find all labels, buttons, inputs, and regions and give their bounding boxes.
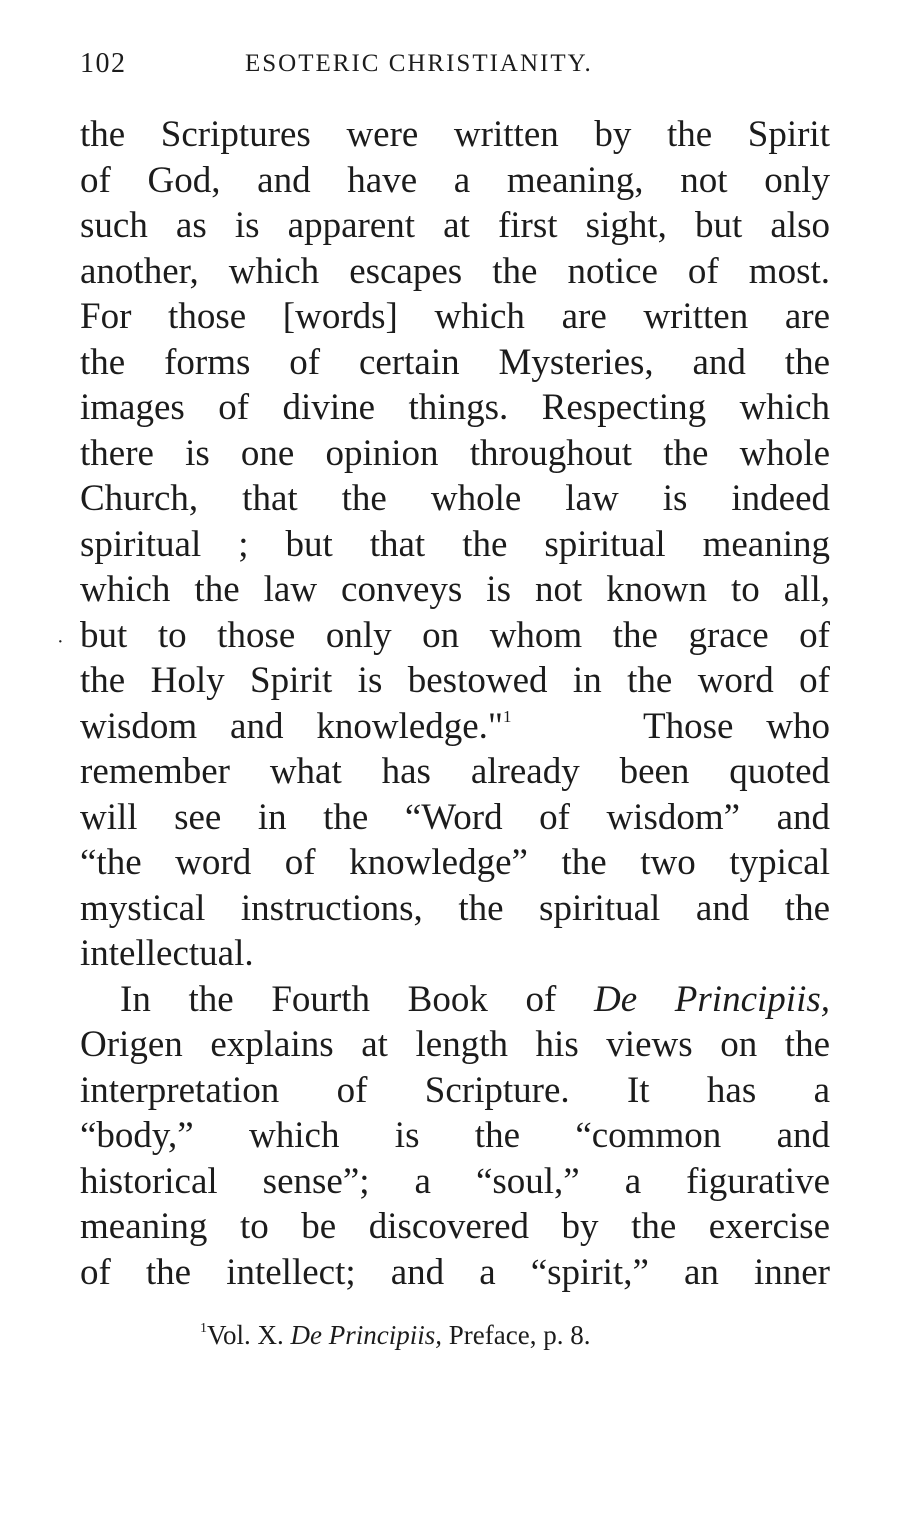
running-head bbox=[80, 48, 680, 88]
text-fragment: Those who bbox=[642, 705, 830, 747]
italic-title: De Principiis, bbox=[594, 978, 830, 1020]
text-line: the forms of certain Mysteries, and the bbox=[80, 341, 830, 383]
text-line: Origen explains at length his views on the bbox=[80, 1024, 830, 1065]
footnote-suffix: Preface, p. 8. bbox=[442, 1320, 591, 1350]
text-line: which the law conveys is not known to all, bbox=[80, 569, 830, 610]
footnote-prefix: Vol. X. bbox=[207, 1320, 291, 1350]
book-title: ESOTERIC CHRISTIANITY. bbox=[245, 50, 593, 77]
text-line: of God, and have a meaning, not only bbox=[80, 159, 830, 201]
text-fragment: In the Fourth Book of bbox=[120, 978, 594, 1020]
margin-mark: · bbox=[57, 631, 64, 653]
text-line: For those [words] which are written are bbox=[80, 296, 830, 337]
text-line: interpretation of Scripture. It has a bbox=[80, 1069, 830, 1111]
text-line: but to those only on whom the grace of bbox=[80, 614, 830, 656]
footnote-title: De Principiis, bbox=[290, 1320, 443, 1350]
text-line: “body,” which is the “common and bbox=[80, 1115, 830, 1156]
text-line: will see in the “Word of wisdom” and bbox=[80, 796, 830, 838]
text-line: there is one opinion throughout the whole bbox=[80, 432, 830, 474]
text-line: such as is apparent at first sight, but also bbox=[80, 205, 830, 246]
text-line: the Holy Spirit is bestowed in the word of bbox=[80, 660, 830, 701]
text-line: mystical instructions, the spiritual and the bbox=[80, 887, 830, 929]
text-fragment: wisdom and knowledge." bbox=[80, 705, 504, 747]
footnote-number: 1 bbox=[200, 1321, 207, 1336]
text-line: spiritual ; but that the spiritual meaning bbox=[80, 523, 830, 565]
text-line: “the word of knowledge” the two typical bbox=[80, 842, 830, 883]
text-line: meaning to be discovered by the exercise bbox=[80, 1206, 830, 1247]
text-line: another, which escapes the notice of most. bbox=[80, 250, 830, 292]
text-line-with-footnote bbox=[80, 704, 830, 750]
text-line: images of divine things. Respecting which bbox=[80, 387, 830, 428]
text-line: Church, that the whole law is indeed bbox=[80, 478, 830, 519]
text-line: the Scriptures were written by the Spirit bbox=[80, 114, 830, 155]
body-text bbox=[80, 112, 830, 1295]
text-line: of the intellect; and a “spirit,” an inner bbox=[80, 1251, 830, 1293]
footnote-marker: 1 bbox=[503, 706, 512, 726]
footnote bbox=[200, 1318, 590, 1352]
text-line: historical sense”; a “soul,” a figurative bbox=[80, 1160, 830, 1202]
text-line: remember what has already been quoted bbox=[80, 751, 830, 792]
page-number: 102 bbox=[80, 48, 127, 79]
paragraph-start-line bbox=[80, 977, 830, 1023]
text-line: intellectual. bbox=[80, 933, 254, 974]
